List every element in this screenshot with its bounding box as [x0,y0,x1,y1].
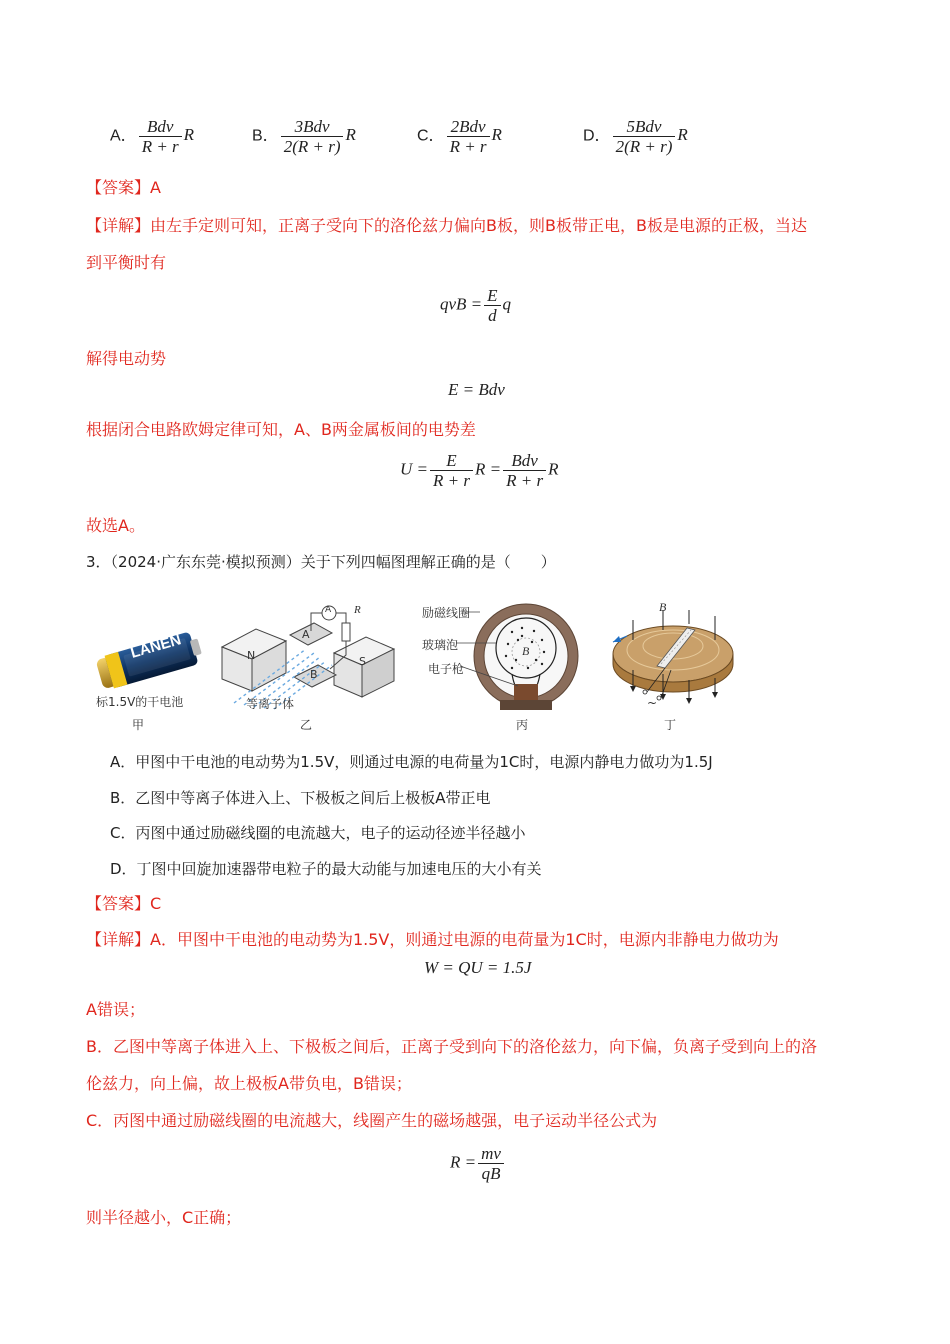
plasma-label: 等离子体 [246,697,295,711]
battery-icon [88,620,208,700]
bulb-label: 玻璃泡 [422,638,459,652]
option-b[interactable]: B． $\frac{\text{3Bdv}}{2(R + r)}$ R [252,117,356,156]
figure-label-jia: 甲 [132,718,145,732]
figure-label-ding: 丁 [664,718,677,732]
q3-option-c[interactable]: C．丙图中通过励磁线圈的电流越大，电子的运动径迹半径越小 [110,824,526,842]
equation-qvb: qvB = $\frac{E}{d}$ q [440,286,512,325]
option-d[interactable]: D． $\frac{\text{5Bdv}}{2(R + r)}$ R [583,117,688,156]
fraction: $\frac{\text{Bdv}}{R + r}$ [139,117,182,156]
q2-detail-line2: 到平衡时有 [86,253,167,272]
option-c[interactable]: C． $\frac{\text{2Bdv}}{R + r}$ R [417,117,502,156]
q3-stem: 3．（2024·广东东莞·模拟预测）关于下列四幅图理解正确的是（ ） [86,553,556,571]
coil-label: 励磁线圈 [422,606,471,620]
q2-answer: 【答案】A [86,178,161,197]
fraction: $\frac{\text{5Bdv}}{2(R + r)}$ [613,117,676,156]
figure-jia [88,620,208,730]
battery-caption: 标1.5V的干电池 [96,695,184,709]
equation-e: E = Bdv [448,380,505,399]
option-label: B． [252,127,279,145]
ammeter-label: A [325,605,332,615]
pole-s-label: S [359,655,366,668]
figure-yi [214,595,404,715]
option-label: A． [110,127,137,145]
field-b-label: B [659,600,667,614]
pole-n-label: N [247,649,256,662]
q2-line4: 根据闭合电路欧姆定律可知，A、B两金属板间的电势差 [86,420,476,439]
q3-c-line2: 则半径越小，C正确； [86,1208,242,1227]
q3-c-line1: C．丙图中通过励磁线圈的电流越大，线圈产生的磁场越强，电子运动半径公式为 [86,1111,658,1130]
option-a[interactable]: A． $\frac{\text{Bdv}}{R + r}$ R [110,117,195,156]
fraction: $\frac{\text{2Bdv}}{R + r}$ [447,117,490,156]
q3-answer: 【答案】C [86,894,162,913]
q3-a-wrong: A错误； [86,1000,145,1019]
figure-label-bing: 丙 [516,718,529,732]
fraction: $\frac{\text{3Bdv}}{2(R + r)}$ [281,117,344,156]
plate-b-label: B [310,668,318,681]
plate-a-label: A [302,628,310,641]
equation-w: W = QU = 1.5J [424,958,532,977]
q3-option-a[interactable]: A．甲图中干电池的电动势为1.5V，则通过电源的电荷量为1C时，电源内静电力做功为1.5J [110,753,713,771]
figure-ding [605,600,745,710]
q3-b-line2: 伦兹力，向上偏，故上极板A带负电，B错误； [86,1074,412,1093]
q3-b-line1: B．乙图中等离子体进入上、下极板之间后，正离子受到向下的洛伦兹力，向下偏，负离子受到向上的洛 [86,1037,817,1056]
figure-bing [422,598,580,718]
resistor-label: R [354,604,361,616]
option-label: C． [417,127,445,145]
q3-detail-a: 【详解】A．甲图中干电池的电动势为1.5V，则通过电源的电荷量为1C时，电源内非静电力做功为 [86,930,779,949]
q3-option-d[interactable]: D．丁图中回旋加速器带电粒子的最大动能与加速电压的大小有关 [110,860,542,878]
battery-brand: LANEN [128,631,184,662]
figure-label-yi: 乙 [300,718,313,732]
q2-detail-line1: 【详解】由左手定则可知，正离子受向下的洛伦兹力偏向B板，则B板带正电，B板是电源的正极，当达 [86,216,807,235]
equation-u: U = $\frac{E}{R + r}$ R = $\frac{\text{Bdv}}{R + r}$ R [400,451,559,490]
gun-label: 电子枪 [428,662,465,676]
option-label: D． [583,127,611,145]
field-b-label: B [522,644,530,658]
q2-line3: 解得电动势 [86,349,167,368]
ac-source-label: ~ [647,696,658,710]
q3-option-b[interactable]: B．乙图中等离子体进入上、下极板之间后上极板A带正电 [110,789,491,807]
equation-r: R = $\frac{mv}{qB}$ [450,1144,506,1183]
q2-conclusion: 故选A。 [86,516,145,535]
